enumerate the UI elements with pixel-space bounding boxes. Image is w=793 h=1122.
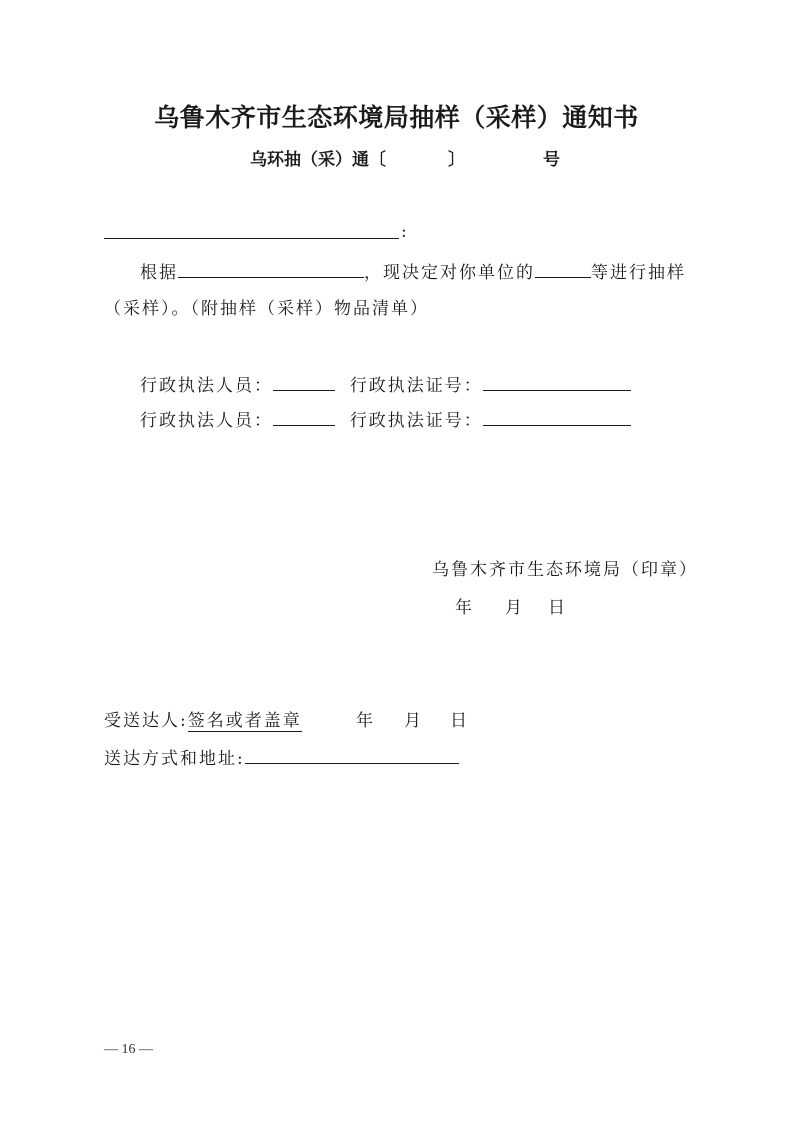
doc-number-bracket-close: 〕 [448,150,465,170]
delivery-address-blank[interactable] [245,745,459,764]
paragraph-lead: 根据 [140,263,178,283]
issuer-day: 日 [548,598,567,618]
officer-cert-blank[interactable] [483,407,631,426]
officer-cert-label: 行政执法证号： [349,376,483,396]
paragraph-line-1 [140,258,686,283]
delivery-row [104,744,459,769]
paragraph-middle: ，现决定对你单位的 [364,263,535,283]
officer-row-1 [140,371,631,396]
receiver-sign[interactable]: 签名或者盖章 [187,711,302,731]
basis-blank[interactable] [178,259,364,278]
issuer-month: 月 [505,598,524,618]
issuer-year: 年 [455,598,474,618]
officer-cert-label: 行政执法证号： [349,411,483,431]
paragraph-line-2: （采样）。（附抽样（采样）物品清单） [104,299,429,319]
receiver-row [104,706,302,731]
paragraph-tail: 等进行抽样 [591,263,686,283]
doc-number-suffix: 号 [543,150,560,170]
officer-name-blank[interactable] [273,372,335,391]
doc-number-prefix: 乌环抽（采）通〔 [250,150,386,170]
receiver-day: 日 [450,711,469,731]
page-number: — 16 — [104,1042,153,1057]
officer-name-blank[interactable] [273,407,335,426]
delivery-label: 送达方式和地址: [104,749,245,769]
recipient-colon: : [401,222,409,242]
items-blank[interactable] [535,259,591,278]
officer-staff-label: 行政执法人员： [140,411,273,431]
receiver-year: 年 [356,711,375,731]
issuer-name: 乌鲁木齐市生态环境局（印章） [432,560,698,580]
officer-cert-blank[interactable] [483,372,631,391]
document-number [250,145,560,170]
officer-row-2 [140,406,631,431]
receiver-label: 受送达人: [104,711,188,731]
receiver-month: 月 [404,711,423,731]
officer-staff-label: 行政执法人员： [140,376,273,396]
recipient-blank[interactable] [104,224,399,239]
document-title: 乌鲁木齐市生态环境局抽样（采样）通知书 [154,103,639,132]
